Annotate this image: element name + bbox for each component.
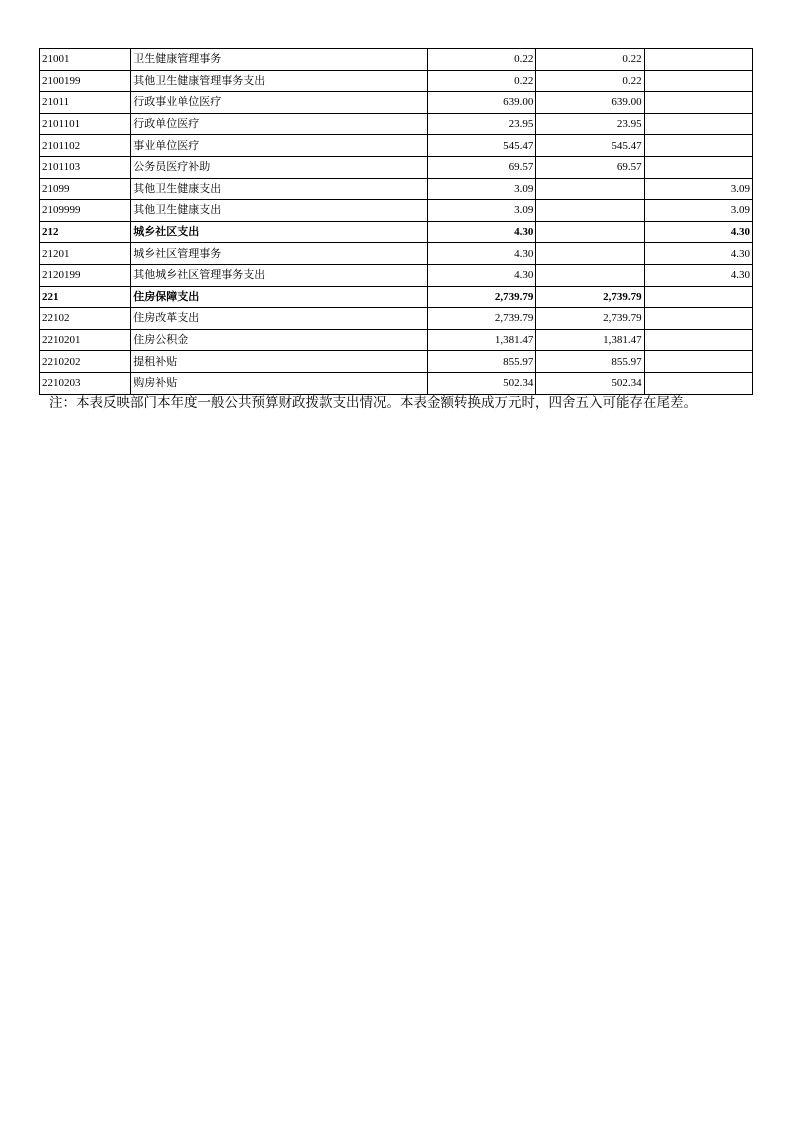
- table-row: [40, 135, 753, 157]
- table-row: [40, 113, 753, 135]
- cell-total: 2,739.79: [428, 308, 536, 330]
- cell-project-expenditure: [644, 49, 752, 71]
- cell-function-code: 2100199: [40, 70, 131, 92]
- table-row: [40, 178, 753, 200]
- cell-function-code: 2210201: [40, 329, 131, 351]
- cell-total: 502.34: [428, 372, 536, 394]
- cell-function-code: 212: [40, 221, 131, 243]
- cell-project-expenditure: [644, 308, 752, 330]
- cell-function-name: 购房补贴: [131, 372, 428, 394]
- table-row: [40, 221, 753, 243]
- table-row: [40, 308, 753, 330]
- table-row: [40, 92, 753, 114]
- cell-project-expenditure: 3.09: [644, 178, 752, 200]
- cell-function-name: 公务员医疗补助: [131, 156, 428, 178]
- cell-total: 4.30: [428, 264, 536, 286]
- cell-function-name: 住房公积金: [131, 329, 428, 351]
- cell-function-code: 2210203: [40, 372, 131, 394]
- cell-project-expenditure: [644, 351, 752, 373]
- cell-function-code: 2101102: [40, 135, 131, 157]
- table-row: [40, 286, 753, 308]
- cell-function-code: 2101103: [40, 156, 131, 178]
- expenditure-table-body: [40, 49, 753, 395]
- cell-function-name: 其他卫生健康支出: [131, 200, 428, 222]
- cell-function-code: 221: [40, 286, 131, 308]
- cell-basic-expenditure: [536, 221, 644, 243]
- expenditure-table: [39, 48, 753, 395]
- cell-project-expenditure: [644, 113, 752, 135]
- cell-function-code: 21201: [40, 243, 131, 265]
- table-footnote: 注：本表反映部门本年度一般公共预算财政拨款支出情况。本表金额转换成万元时，四舍五入可能存在尾差。: [49, 395, 697, 410]
- cell-project-expenditure: [644, 135, 752, 157]
- cell-function-name: 其他卫生健康管理事务支出: [131, 70, 428, 92]
- table-row: [40, 70, 753, 92]
- cell-project-expenditure: 4.30: [644, 243, 752, 265]
- table-row: [40, 49, 753, 71]
- cell-basic-expenditure: 0.22: [536, 49, 644, 71]
- cell-project-expenditure: [644, 329, 752, 351]
- table-row: [40, 351, 753, 373]
- table-row: [40, 200, 753, 222]
- cell-function-code: 2109999: [40, 200, 131, 222]
- cell-function-name: 提租补贴: [131, 351, 428, 373]
- cell-total: 2,739.79: [428, 286, 536, 308]
- cell-total: 4.30: [428, 243, 536, 265]
- table-row: [40, 372, 753, 394]
- cell-total: 545.47: [428, 135, 536, 157]
- cell-total: 0.22: [428, 70, 536, 92]
- cell-basic-expenditure: 545.47: [536, 135, 644, 157]
- cell-project-expenditure: 4.30: [644, 221, 752, 243]
- cell-function-name: 城乡社区支出: [131, 221, 428, 243]
- cell-total: 639.00: [428, 92, 536, 114]
- cell-total: 3.09: [428, 178, 536, 200]
- cell-basic-expenditure: 502.34: [536, 372, 644, 394]
- table-row: [40, 243, 753, 265]
- cell-function-code: 2210202: [40, 351, 131, 373]
- cell-total: 69.57: [428, 156, 536, 178]
- cell-total: 23.95: [428, 113, 536, 135]
- table-row: [40, 329, 753, 351]
- cell-function-name: 其他卫生健康支出: [131, 178, 428, 200]
- cell-function-name: 城乡社区管理事务: [131, 243, 428, 265]
- cell-total: 4.30: [428, 221, 536, 243]
- cell-function-name: 事业单位医疗: [131, 135, 428, 157]
- cell-project-expenditure: [644, 372, 752, 394]
- cell-function-name: 行政单位医疗: [131, 113, 428, 135]
- cell-function-name: 其他城乡社区管理事务支出: [131, 264, 428, 286]
- cell-total: 3.09: [428, 200, 536, 222]
- cell-basic-expenditure: [536, 243, 644, 265]
- cell-basic-expenditure: 1,381.47: [536, 329, 644, 351]
- cell-project-expenditure: [644, 286, 752, 308]
- table-row: [40, 264, 753, 286]
- cell-function-name: 住房改革支出: [131, 308, 428, 330]
- cell-project-expenditure: 4.30: [644, 264, 752, 286]
- cell-project-expenditure: [644, 92, 752, 114]
- cell-total: 0.22: [428, 49, 536, 71]
- cell-function-name: 住房保障支出: [131, 286, 428, 308]
- cell-function-code: 21011: [40, 92, 131, 114]
- cell-basic-expenditure: [536, 178, 644, 200]
- cell-basic-expenditure: 2,739.79: [536, 308, 644, 330]
- cell-basic-expenditure: 855.97: [536, 351, 644, 373]
- cell-total: 855.97: [428, 351, 536, 373]
- cell-project-expenditure: 3.09: [644, 200, 752, 222]
- cell-project-expenditure: [644, 70, 752, 92]
- cell-function-code: 2101101: [40, 113, 131, 135]
- cell-total: 1,381.47: [428, 329, 536, 351]
- cell-basic-expenditure: 0.22: [536, 70, 644, 92]
- cell-function-code: 21001: [40, 49, 131, 71]
- cell-function-name: 卫生健康管理事务: [131, 49, 428, 71]
- cell-function-name: 行政事业单位医疗: [131, 92, 428, 114]
- cell-basic-expenditure: [536, 200, 644, 222]
- cell-basic-expenditure: 639.00: [536, 92, 644, 114]
- cell-function-code: 2120199: [40, 264, 131, 286]
- cell-function-code: 21099: [40, 178, 131, 200]
- cell-function-code: 22102: [40, 308, 131, 330]
- cell-project-expenditure: [644, 156, 752, 178]
- table-row: [40, 156, 753, 178]
- cell-basic-expenditure: 2,739.79: [536, 286, 644, 308]
- cell-basic-expenditure: [536, 264, 644, 286]
- cell-basic-expenditure: 69.57: [536, 156, 644, 178]
- cell-basic-expenditure: 23.95: [536, 113, 644, 135]
